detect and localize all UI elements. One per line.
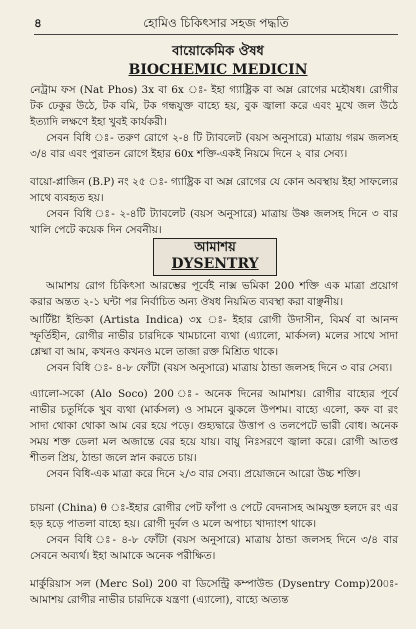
dosage-instructions: সেবন বিধি ঃ- ৪-৮ ফোঁটা (বয়স অনুসারে) মাত্রায় ঠান্ডা জলসহ দিনে ৩ বার সেব্য।	[46, 362, 393, 374]
remedy-description: এ্যালো-সকো (Alo Soco) 200 ঃ- অনেক দিনের আমাশয়। রোগীর বাহ্যের পূর্বে নাভীর চতুর্দিকে খুব ব্যথা (মার্কসল) ও সামনে ঝুকলে উপশম। বাহ্যে এলো, কফ বা রং সাদা থোকা থোকা আম বের হয়ে পড়ে। গুহ্যদ্বারে উত্তাপ ও তলপেটে ভারী বোধ। অনেক সময় শক্ত ডেলা মল অজান্তে বের হয়ে যায়। বায়ু নিঃসরণে জ্বালা করে। রোগী আতপ্ত শীতল প্রিয়, ঠান্ডা জলে স্নান করতে চায়।	[30, 388, 398, 464]
dosage-instructions: সেবন বিধি ঃ- তরুণ রোগে ২-৪ টি ট্যাবলেট (বয়স অনুসারে) মাত্রায় গরম জলসহ ৩/৪ বার এবং পুরাতন রোগে ইহার 60x শক্তি-একই নিয়মে দিনে ২ বার সেব্য।	[30, 132, 398, 160]
dosage-instructions: সেবন বিধি-এক মাত্রা করে দিনে ২/৩ বার সেব্য। প্রয়োজনে আরো উচ্চ শক্তি।	[46, 468, 361, 480]
remedy-bio-plasgen	[30, 174, 398, 238]
remedy-alo-soco	[30, 386, 398, 482]
remedy-china	[30, 500, 398, 564]
page-header	[34, 14, 398, 35]
page-number: ৪	[34, 16, 42, 30]
running-title: হোমিও চিকিৎসার সহজ পদ্ধতি	[143, 16, 289, 30]
remedy-description: নেট্রাম ফস (Nat Phos) 3x বা 6x ঃ- ইহা গ্যাষ্ট্রিক বা অম্ল রোগের মহৌষধ। রোগীর টক ঢেকুর উঠে, টক বমি, টক গন্ধযুক্ত বাহ্যে হয়, বুক জ্বালা করে এবং মুখে জল উঠে ইত্যাদি লক্ষণে ইহা খুবই কার্যকরী।	[30, 84, 398, 128]
remedy-description: বায়ো-প্লাজিন (B.P) নং ২৫ ঃ- গ্যাষ্ট্রিক বা অম্ল রোগের যে কোন অবস্থায় ইহা সাফল্যের সাথে ব্যবহৃত হয়।	[30, 176, 398, 204]
remedy-description: মার্কুরিয়াস সল (Merc Sol) 200 বা ডিসেন্ট্রি কম্পাউন্ড (Dysentry Comp)200ঃ- আমাশয় রোগীর নাভীর চারদিকে যন্ত্রণা (এ্যালো), বাহ্যে অত্যন্ত	[30, 578, 398, 606]
dysentery-title-english: DYSENTRY	[171, 256, 259, 272]
remedy-description: আর্টিষ্টা ইন্ডিকা (Artista Indica) ৩x ঃ- ইহার রোগী উদাসীন, বিমর্ষ বা আনন্দ স্ফূর্তিহীন, রোগীর নাভীর চারদিকে খামচানো ব্যথা (এ্যালো, মার্কসল) মলের সাথে সাদা শ্লেষ্মা বা আম, কখনও কখনও মলে তাজা রক্ত মিশ্রিত থাকে।	[30, 314, 398, 358]
section-title-bengali: বায়োকেমিক ঔষধ	[172, 44, 264, 59]
section-title-english: BIOCHEMIC MEDICIN	[128, 62, 308, 78]
dysentery-title-box	[153, 238, 277, 276]
intro-text: আমাশয় রোগ চিকিৎসা আরম্ভের পূর্বেই নাক্স ভমিকা 200 শক্তি এক মাত্রা প্রয়োগ করার অন্তত ২-১ ঘন্টা পর নির্বাচিত অন্য ঔষধ নিয়মিত ব্যবস্থা করা বাঞ্ছনীয়।	[30, 280, 398, 308]
remedy-artista-indica	[30, 312, 398, 376]
remedy-nat-phos	[30, 82, 398, 162]
dosage-instructions: সেবন বিধি ঃ- ২-৪টি ট্যাবলেট (বয়স অনুসারে) মাত্রায় উষ্ণ জলসহ দিনে ৩ বার খালি পেটে কয়েক দিন সেবনীয়।	[30, 208, 398, 236]
dosage-instructions: সেবন বিধি ঃ- ৪-৮ ফোঁটা (বয়স অনুসারে) মাত্রায় ঠান্ডা জলসহ দিনে ৩/৪ বার সেবনে অব্যর্থ। ইহা আমাকে অনেক পরীক্ষিত।	[30, 534, 398, 562]
remedy-description: চায়না (China) θ ঃ-ইহার রোগীর পেট ফাঁপা ও পেটে বেদনাসহ আমযুক্ত হলদে রং এর হড় হড়ে পাতলা বাহ্যে হয়। রোগী দুর্বল ও মলে অপাচ্য খাদ্যাংশ থাকে।	[30, 502, 398, 530]
dysentery-title-bengali: আমাশয়	[194, 240, 236, 255]
remedy-merc-sol	[30, 576, 398, 608]
dysentery-intro	[30, 278, 398, 310]
